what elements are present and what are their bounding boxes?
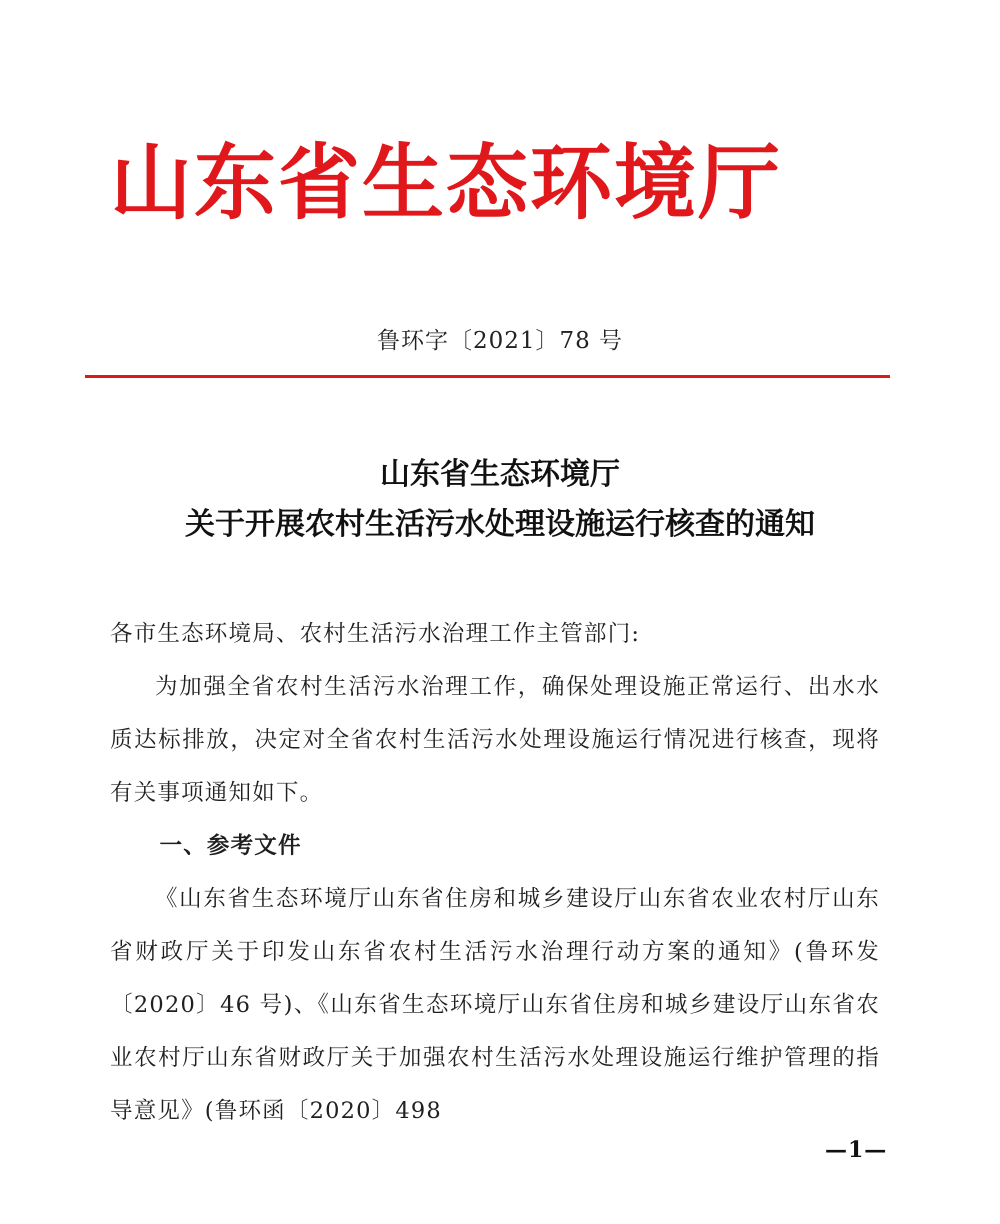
document-title-line-1: 山东省生态环境厅	[380, 457, 620, 492]
document-number: 鲁环字〔2021〕78 号	[376, 328, 624, 354]
salutation: 各市生态环境局、农村生活污水治理工作主管部门:	[110, 621, 641, 647]
red-divider-line	[85, 375, 890, 378]
issuing-authority-header: 山东省生态环境厅	[110, 135, 783, 231]
reference-documents-paragraph: 《山东省生态环境厅山东省住房和城乡建设厅山东省农业农村厅山东省财政厅关于印发山东省农村生活污水治理行动方案的通知》(鲁环发〔2020〕46 号)、《山东省生态环境厅山东省住房和城乡建设厅山东省农业农村厅山东省财政厅关于加强农村生活污水处理设施运行维护管理的指导意见》(鲁环函〔2020〕498	[110, 886, 880, 1124]
document-title	[0, 450, 1000, 550]
document-title-line-2: 关于开展农村生活污水处理设施运行核查的通知	[185, 507, 815, 542]
page-number: —1—	[825, 1137, 888, 1163]
document-body	[110, 608, 880, 1138]
section-heading-reference-documents: 一、参考文件	[159, 833, 302, 859]
intro-paragraph: 为加强全省农村生活污水治理工作，确保处理设施正常运行、出水水质达标排放，决定对全省农村生活污水处理设施运行情况进行核查，现将有关事项通知如下。	[110, 674, 880, 806]
